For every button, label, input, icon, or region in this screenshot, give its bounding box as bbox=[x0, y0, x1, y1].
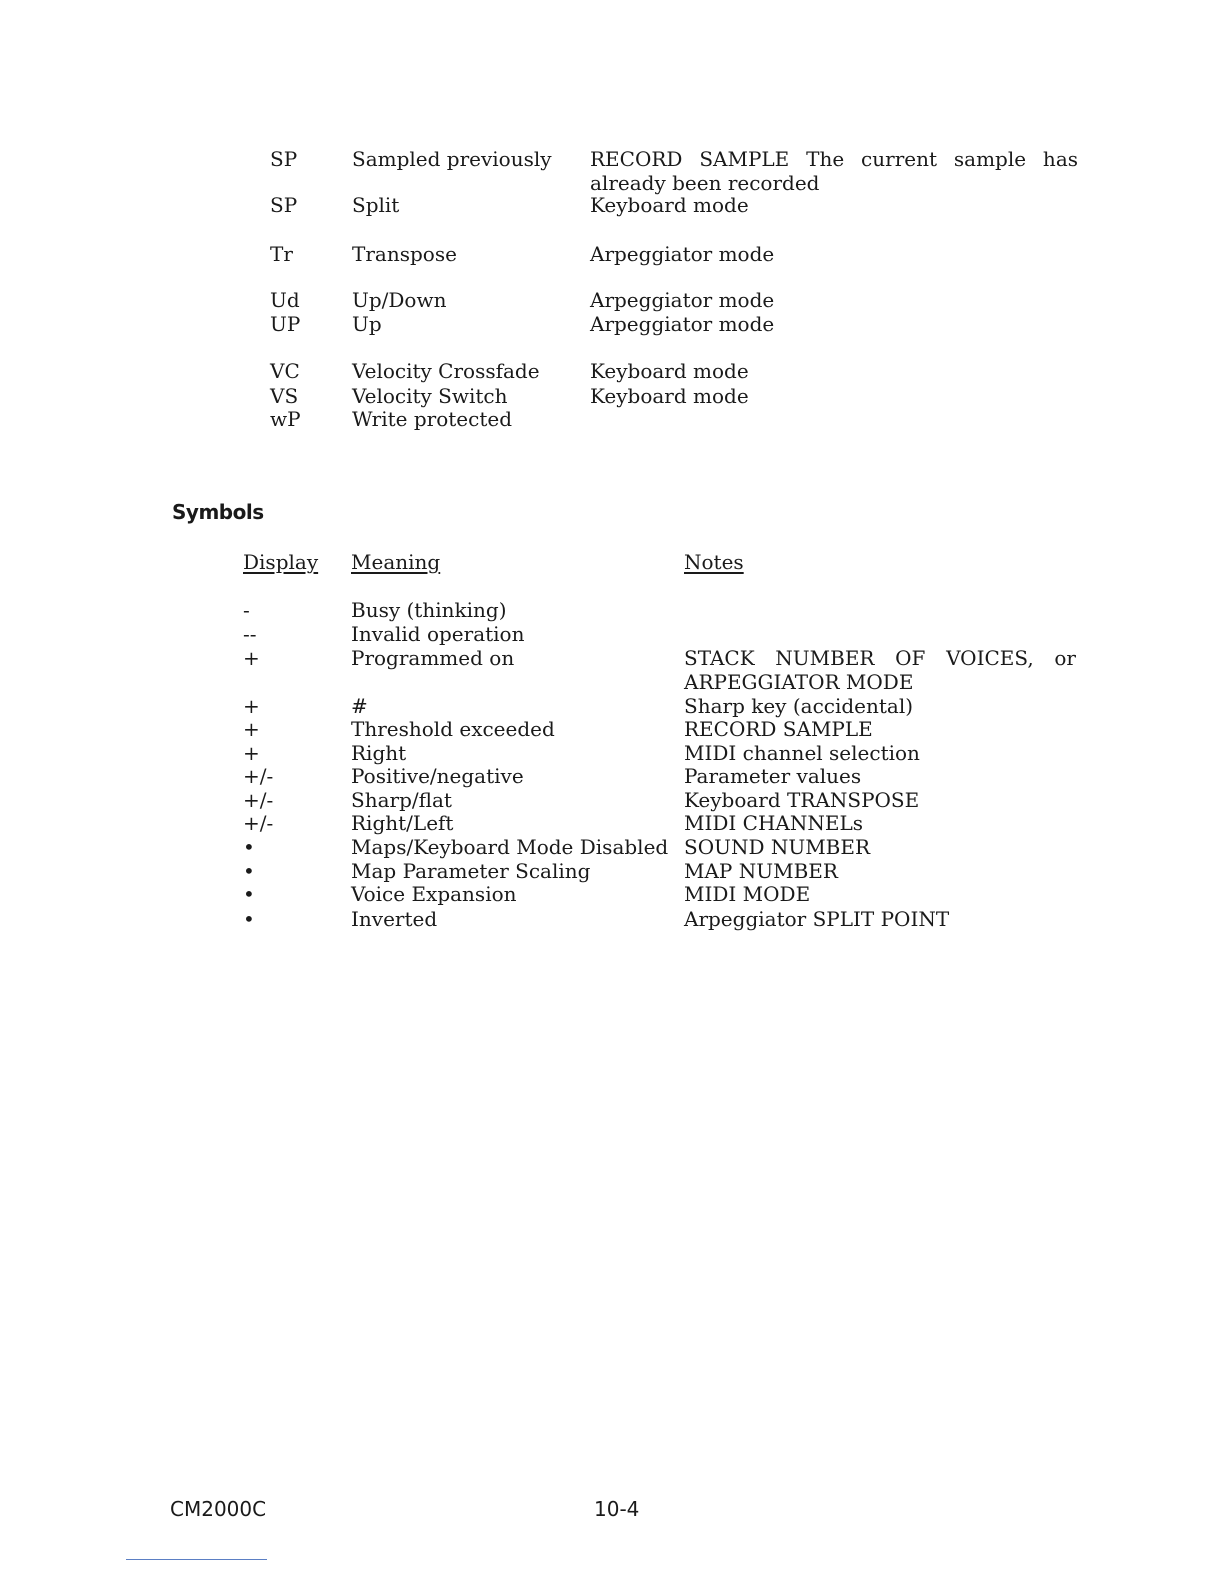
abbr-context: RECORD SAMPLE The current sample has already been recorded bbox=[590, 147, 1078, 195]
symbol-notes: MIDI MODE bbox=[684, 882, 811, 906]
abbr-code: UP bbox=[270, 312, 301, 336]
abbr-meaning: Velocity Crossfade bbox=[352, 359, 540, 383]
symbol-meaning: Voice Expansion bbox=[351, 882, 517, 906]
abbr-code: SP bbox=[270, 147, 298, 171]
note-word: STACK bbox=[684, 646, 755, 670]
symbol-display: + bbox=[243, 717, 260, 741]
symbol-notes: MIDI channel selection bbox=[684, 741, 920, 765]
symbol-notes bbox=[684, 646, 1076, 694]
symbol-display: -- bbox=[243, 622, 257, 646]
symbol-display: +/- bbox=[243, 788, 274, 812]
symbol-meaning: Sharp/flat bbox=[351, 788, 452, 812]
abbr-context: Arpeggiator mode bbox=[590, 288, 775, 312]
symbol-meaning: Invalid operation bbox=[351, 622, 525, 646]
symbol-notes: Arpeggiator SPLIT POINT bbox=[684, 907, 950, 931]
symbol-meaning: Right bbox=[351, 741, 407, 765]
abbr-context: Keyboard mode bbox=[590, 193, 749, 217]
abbr-meaning: Up bbox=[352, 312, 382, 336]
column-header-meaning: Meaning bbox=[351, 550, 441, 574]
symbol-display: • bbox=[243, 882, 255, 906]
note-word: or bbox=[1054, 646, 1076, 670]
symbol-notes: SOUND NUMBER bbox=[684, 835, 871, 859]
abbr-meaning: Transpose bbox=[352, 242, 457, 266]
symbol-notes-line-1 bbox=[684, 646, 1076, 670]
symbol-notes-line-2: ARPEGGIATOR MODE bbox=[684, 670, 914, 694]
abbr-context: Keyboard mode bbox=[590, 384, 749, 408]
footer-page-number: 10-4 bbox=[594, 1497, 640, 1521]
symbol-meaning: Right/Left bbox=[351, 811, 454, 835]
symbol-meaning: Threshold exceeded bbox=[351, 717, 555, 741]
abbr-meaning: Up/Down bbox=[352, 288, 447, 312]
section-heading-symbols: Symbols bbox=[172, 500, 264, 524]
abbr-code: VC bbox=[270, 359, 300, 383]
symbol-notes: Parameter values bbox=[684, 764, 862, 788]
symbol-display: + bbox=[243, 741, 260, 765]
symbol-notes: Sharp key (accidental) bbox=[684, 694, 914, 718]
symbol-meaning: Busy (thinking) bbox=[351, 598, 507, 622]
abbr-meaning: Split bbox=[352, 193, 400, 217]
abbr-context: Arpeggiator mode bbox=[590, 312, 775, 336]
abbr-context: Keyboard mode bbox=[590, 359, 749, 383]
symbol-notes: Keyboard TRANSPOSE bbox=[684, 788, 920, 812]
symbol-meaning: # bbox=[351, 694, 368, 718]
note-word: NUMBER bbox=[775, 646, 875, 670]
symbol-display: + bbox=[243, 694, 260, 718]
symbol-display: +/- bbox=[243, 764, 274, 788]
footer-rule bbox=[126, 1559, 267, 1560]
abbr-code: VS bbox=[270, 384, 299, 408]
note-word: VOICES, bbox=[946, 646, 1034, 670]
abbr-meaning: Velocity Switch bbox=[352, 384, 508, 408]
abbr-code: wP bbox=[270, 407, 301, 431]
abbr-meaning: Sampled previously bbox=[352, 147, 552, 171]
symbol-display: + bbox=[243, 646, 260, 670]
abbr-code: SP bbox=[270, 193, 298, 217]
symbol-meaning: Programmed on bbox=[351, 646, 515, 670]
abbr-meaning: Write protected bbox=[352, 407, 512, 431]
symbol-display: • bbox=[243, 859, 255, 883]
column-header-notes: Notes bbox=[684, 550, 744, 574]
symbol-notes: RECORD SAMPLE bbox=[684, 717, 873, 741]
symbol-display: • bbox=[243, 907, 255, 931]
symbol-display: +/- bbox=[243, 811, 274, 835]
footer-document-id: CM2000C bbox=[170, 1497, 267, 1521]
symbol-meaning: Maps/Keyboard Mode Disabled bbox=[351, 835, 669, 859]
abbr-code: Tr bbox=[270, 242, 293, 266]
symbol-notes: MIDI CHANNELs bbox=[684, 811, 864, 835]
note-word: OF bbox=[895, 646, 926, 670]
symbol-meaning: Map Parameter Scaling bbox=[351, 859, 591, 883]
symbol-meaning: Inverted bbox=[351, 907, 438, 931]
abbr-code: Ud bbox=[270, 288, 300, 312]
column-header-display: Display bbox=[243, 550, 319, 574]
symbol-notes: MAP NUMBER bbox=[684, 859, 838, 883]
abbr-context: Arpeggiator mode bbox=[590, 242, 775, 266]
symbol-display: - bbox=[243, 598, 250, 622]
symbol-meaning: Positive/negative bbox=[351, 764, 524, 788]
symbol-display: • bbox=[243, 835, 255, 859]
